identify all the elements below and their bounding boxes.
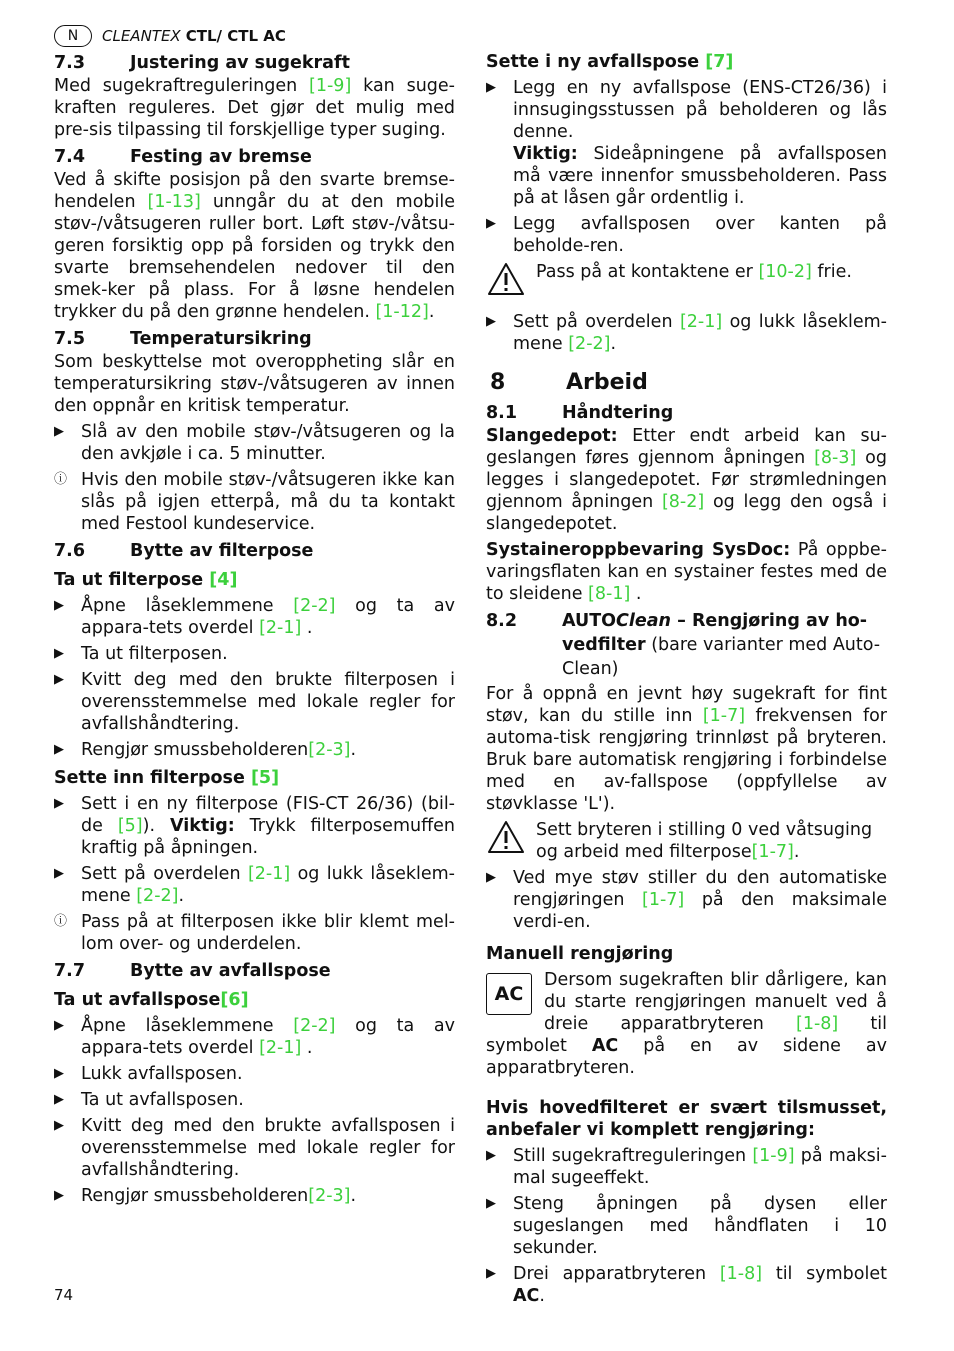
arrow-icon: ▶ [54,1018,64,1033]
arrow-icon: ▶ [486,216,496,231]
chapter-heading: 8 Arbeid [490,370,648,395]
left-column [54,51,455,1211]
arrow-icon: ▶ [54,1092,64,1107]
arrow-icon: ▶ [486,80,496,95]
list-item: ▶ Still sugekraftreguleringen [1-9] på maksi-mal sugeeffekt. [486,1146,887,1188]
warning-icon [486,819,536,863]
arrow-icon: ▶ [54,742,64,757]
arrow-icon: ▶ [54,1118,64,1133]
language-badge: N [54,25,92,47]
list-item: ▶ Kvitt deg med den brukte filterposen i overensstemmelse med lokale regler for avfallshåndtering. [54,670,455,734]
list-item: ⓘ Pass på at filterposen ikke blir klemt mel-lom over- og underdelen. [54,912,455,954]
arrow-icon: ▶ [54,598,64,613]
arrow-icon: ▶ [54,796,64,811]
ac-symbol-icon: AC [486,973,532,1015]
list-item: ▶ Sett på overdelen [2-1] og lukk låseklem-mene [2-2]. [486,312,887,354]
list-item: ▶ Ved mye støv stiller du den automatiske rengjøringen [1-7] på den maksimale verdi-en. [486,868,887,932]
paragraph: Ved å skifte posisjon på den svarte bremse-hendelen [1-13] unngår du at den mobile støv-/våtsugeren ruller bort. Løft støv-/våtsu-geren forsiktig opp på forsiden og trykk den svarte bremsehendelen nedover til den smek-ker på plass. For å løsne hendelen trykker du på den grønne hendelen. [1-12]. [54,170,455,322]
section-heading: 7.7 Bytte av avfallspose [54,961,331,981]
page-header [54,24,286,48]
subheading: Ta ut filterpose [4] [54,570,238,590]
arrow-icon: ▶ [54,424,64,439]
list-item: ▶ Steng åpningen på dysen eller sugeslangen med håndflaten i 10 sekunder. [486,1194,887,1258]
arrow-icon: ▶ [54,646,64,661]
arrow-icon: ▶ [486,870,496,885]
paragraph: Med sugekraftreguleringen [1-9] kan suge-kraften reguleres. Det gjør det mulig med pre-sis tilpassing til forskjellige typer suging. [54,76,455,140]
arrow-icon: ▶ [486,1196,496,1211]
info-icon: ⓘ [54,914,68,929]
list-item: ▶ Ta ut filterposen. [54,644,228,664]
arrow-icon: ▶ [54,1188,64,1203]
list-item: ▶ Legg avfallsposen over kanten på beholde-ren. [486,214,887,256]
paragraph: For å oppnå en jevnt høy sugekraft for fint støv, kan du stille inn [1-7] frekvensen for automa-tisk rengjøring trinnløst på bryteren. Bruk bare automatisk rengjøring i forbindelse med en av-fallspose (oppfyllelse av støvklasse 'L'). [486,684,888,814]
list-item: ▶ Drei apparatbryteren [1-8] til symbolet AC. [486,1264,887,1306]
subheading: Ta ut avfallspose[6] [54,990,249,1010]
warning-note: Pass på at kontaktene er [10-2] frie. [486,261,887,303]
warning-icon [486,261,536,303]
arrow-icon: ▶ [486,1266,496,1281]
subheading: Manuell rengjøring [486,944,674,964]
list-item: ▶ Rengjør smussbeholderen[2-3]. [54,1186,357,1206]
section-heading: 8.1 Håndtering [486,403,674,423]
paragraph: Slangedepot: Etter endt arbeid kan su-geslangen føres gjennom åpningen [8-3] og legges i slangedepotet. Før strømledningen gjennom åpningen [8-2] og legg den også i slangedepotet. [486,426,887,534]
list-item: ▶ Kvitt deg med den brukte avfallsposen i overensstemmelse med lokale regler for avfallshåndtering. [54,1116,455,1180]
info-icon: ⓘ [54,472,68,487]
list-item: ▶ Åpne låseklemmene [2-2] og ta av appara-tets overdel [2-1] . [54,1016,456,1058]
section-heading: 7.6 Bytte av filterpose [54,541,314,561]
section-heading: 7.3 Justering av sugekraft [54,53,350,73]
list-item: ▶ Sett i en ny filterpose (FIS-CT 26/36) (bil-de [5]). Viktig: Trykk filterposemuffen kraftig på åpningen. [54,794,455,858]
warning-note: Sett bryteren i stilling 0 ved våtsuging og arbeid med filterpose[1-7]. [486,819,887,863]
list-item: ▶ Lukk avfallsposen. [54,1064,243,1084]
list-item: ⓘ Hvis den mobile støv-/våtsugeren ikke kan slås på igjen etterpå, må du ta kontakt med Festool kundeservice. [54,470,455,534]
paragraph: Systaineroppbevaring SysDoc: På oppbe-varingsflaten kan en systainer festes med de to sleidene [8-1] . [486,540,887,604]
right-column [486,51,887,1311]
arrow-icon: ▶ [54,1066,64,1081]
list-item: ▶ Legg en ny avfallspose (ENS-CT26/36) i innsugingsstussen på beholderen og lås denne. Viktig: Sideåpningene på avfallsposen må være innenfor smussbeholderen. Pass på at låsen går ordentlig i. [486,78,887,208]
arrow-icon: ▶ [54,672,64,687]
list-item: ▶ Slå av den mobile støv-/våtsugeren og la den avkjøle i ca. 5 minutter. [54,422,455,464]
subheading: Sette inn filterpose [5] [54,768,280,788]
brand-name: CLEANTEX [102,27,181,45]
list-item: ▶ Sett på overdelen [2-1] og lukk låseklem-mene [2-2]. [54,864,455,906]
model-name: CTL/ CTL AC [185,27,286,45]
list-item: ▶ Rengjør smussbeholderen[2-3]. [54,740,357,760]
paragraph: Som beskyttelse mot overoppheting slår en temperatursikring støv-/våtsugeren av innen den oppnår en kritisk temperatur. [54,352,455,416]
arrow-icon: ▶ [486,314,496,329]
section-heading: 7.5 Temperatursikring [54,329,312,349]
page-number: 74 [54,1286,74,1304]
arrow-icon: ▶ [54,866,64,881]
paragraph: AC Dersom sugekraften blir dårligere, kan du starte rengjøringen manuelt ved å dreie apparatbryteren [1-8] til symbolet AC på en av sidene av apparatbryteren. [486,970,887,1078]
section-heading: 7.4 Festing av bremse [54,147,312,167]
arrow-icon: ▶ [486,1148,496,1163]
section-heading: 8.2 AUTOClean – Rengjøring av ho-vedfilter (bare varianter med Auto-Clean) [486,611,881,679]
list-item: ▶ Ta ut avfallsposen. [54,1090,244,1110]
list-item: ▶ Åpne låseklemmene [2-2] og ta av appara-tets overdel [2-1] . [54,596,456,638]
paragraph: Hvis hovedfilteret er svært tilsmusset, anbefaler vi komplett rengjøring: [486,1098,887,1140]
subheading: Sette i ny avfallspose [7] [486,52,734,72]
